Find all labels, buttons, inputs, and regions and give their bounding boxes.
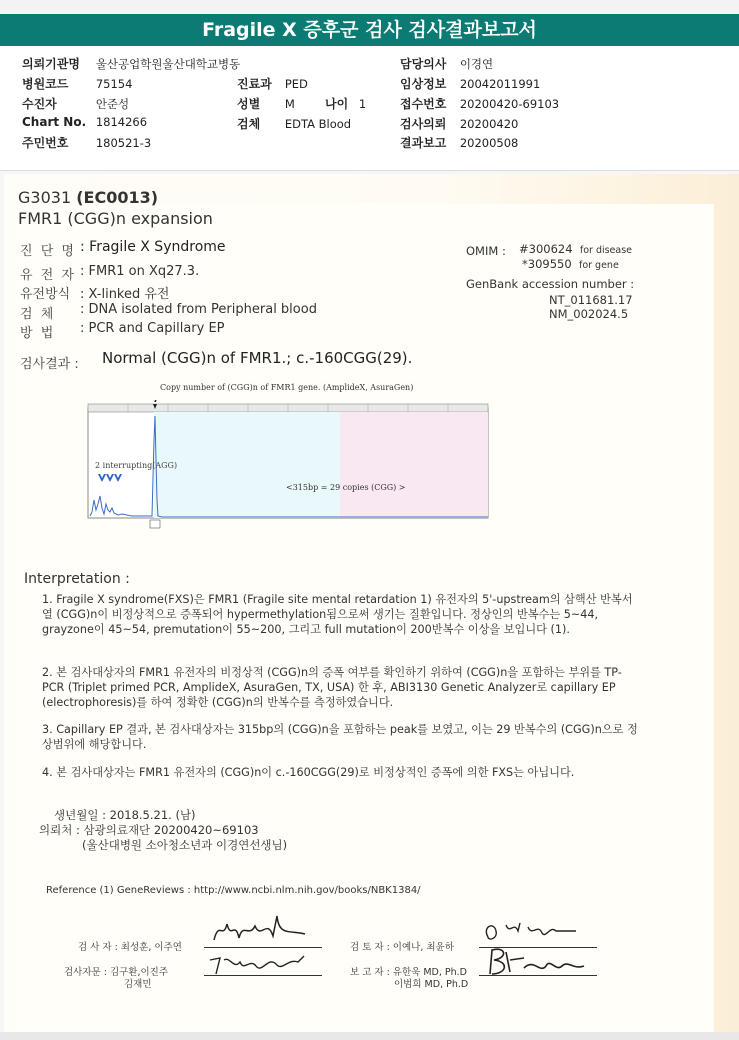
field-value-inheritance: : X-linked 유전 xyxy=(80,287,170,302)
inheritance-value: X-linked 유전 xyxy=(88,287,170,302)
header-value: 1814266 xyxy=(95,115,148,129)
header-label: 담당의사 xyxy=(400,57,447,71)
chart-center-label: <315bp = 29 copies (CGG) > xyxy=(286,483,406,492)
diagnosis-value: Fragile X Syndrome xyxy=(89,239,226,255)
interpretation-3: 3. Capillary EP 결과, 본 검사대상자는 315bp의 (CGG)n을 포함하는 peak를 보였고, 이는 29 반복수의 (CGG)n으로 정상범위에 해당합니다. xyxy=(42,723,638,751)
peak-label-box xyxy=(150,520,160,528)
header-value: 20200420-69103 xyxy=(459,97,560,111)
header-label: 주민번호 xyxy=(22,136,69,150)
header-label: 결과보고 xyxy=(400,136,447,150)
header-row-patient xyxy=(22,95,129,112)
reviewer-signature xyxy=(480,915,590,947)
reviewer: 검 토 자 : 이예나, 최윤하 xyxy=(350,942,454,953)
tester-signature xyxy=(209,912,319,948)
omim-disease xyxy=(519,242,632,256)
scanned-report xyxy=(4,174,739,1032)
header-row-requester xyxy=(22,55,240,72)
result-value: Normal (CGG)n of FMR1.; c.-160CGG(29). xyxy=(102,349,413,367)
omim-gene-for: for gene xyxy=(578,260,619,271)
header-label: 검체 xyxy=(237,117,261,131)
header-label: 진료과 xyxy=(237,77,272,91)
genbank-label: GenBank accession number : xyxy=(466,277,635,291)
header-value: 1 xyxy=(358,97,367,111)
header-value: 20200508 xyxy=(459,136,519,150)
plot-cyan-zone xyxy=(154,412,340,518)
header-row-age xyxy=(325,95,366,112)
chart-caption: Copy number of (CGG)n of FMR1 gene. (AmplideX, AsuraGen) xyxy=(160,383,414,392)
header-value: 울산공업학원울산대학교병동 xyxy=(95,57,241,71)
test-name: FMR1 (CGG)n expansion xyxy=(18,209,213,228)
peak-arrow xyxy=(155,400,159,402)
header-value: EDTA Blood xyxy=(284,117,352,131)
header-value: 이경연 xyxy=(459,57,494,71)
header-row-sex xyxy=(237,95,295,112)
genbank-acc-1: NT_011681.17 xyxy=(549,293,633,307)
header-label: 접수번호 xyxy=(400,97,447,111)
omim-disease-id: #300624 xyxy=(519,242,573,256)
field-label: 방 법 xyxy=(20,326,56,341)
header-row-id-number xyxy=(22,134,151,151)
chart-left-label: 2 interrupting(AGG) xyxy=(95,461,178,470)
field-value-gene: : FMR1 on Xq27.3. xyxy=(80,264,200,279)
header-row-specimen xyxy=(237,115,351,132)
reporter-2: 이범희 MD, Ph.D xyxy=(394,979,469,990)
interpretation-title: Interpretation : xyxy=(24,571,130,587)
field-label: 검 체 xyxy=(20,307,56,322)
plot-pink-zone xyxy=(340,412,488,518)
requester: 의뢰처 : 삼광의료재단 20200420~69103 xyxy=(39,823,259,837)
header-label: 성별 xyxy=(237,97,261,111)
header-value: 20200420 xyxy=(459,117,519,131)
field-value-specimen: : DNA isolated from Peripheral blood xyxy=(80,302,317,317)
report-banner-title: Fragile X 증후군 검사 검사결과보고서 xyxy=(0,14,739,46)
field-label: 유 전 자 xyxy=(20,268,76,283)
electropherogram xyxy=(62,400,492,530)
header-value: 75154 xyxy=(95,77,133,91)
header-label: Chart No. xyxy=(22,115,87,129)
omim-gene xyxy=(522,257,619,271)
header-value: 180521-3 xyxy=(95,136,152,150)
header-value: 안준성 xyxy=(95,97,130,111)
interpretation-4: 4. 본 검사대상자는 FMR1 유전자의 (CGG)n이 c.-160CGG(29)로 비정상적인 증폭에 의한 FXS는 아닙니다. xyxy=(42,766,575,779)
patient-info-header xyxy=(0,46,739,171)
header-row-receipt-no xyxy=(400,95,559,112)
reporter-signature xyxy=(480,944,590,980)
field-label: 진 단 명 xyxy=(20,244,76,259)
header-value: PED xyxy=(284,77,308,91)
specimen-value: DNA isolated from Peripheral blood xyxy=(88,302,317,317)
header-label: 임상정보 xyxy=(400,77,447,91)
field-value-diagnosis: : Fragile X Syndrome xyxy=(80,239,226,255)
advisor-signature xyxy=(204,950,324,980)
test-code-paren: (EC0013) xyxy=(76,188,159,207)
result-label: 검사결과 : xyxy=(20,357,79,372)
header-label: 검사의뢰 xyxy=(400,117,447,131)
field-value-method: : PCR and Capillary EP xyxy=(80,321,225,336)
header-label: 의뢰기관명 xyxy=(22,57,80,71)
header-row-department xyxy=(237,75,308,92)
header-label: 나이 xyxy=(325,97,349,111)
omim-disease-for: for disease xyxy=(579,245,633,256)
header-value: M xyxy=(284,97,295,111)
requester-doctor: (울산대병원 소아청소년과 이경연선생님) xyxy=(82,838,288,852)
advisor: 검사자문 : 김구환,이진주 xyxy=(64,967,169,978)
test-code-value: G3031 xyxy=(18,188,72,207)
header-row-chart-no xyxy=(22,115,147,129)
interpretation-1: 1. Fragile X syndrome(FXS)은 FMR1 (Fragile site mental retardation 1) 유전자의 5'-upstream의 삼핵산 반복서열 (CGG)n이 비정상적으로 증폭되어 hypermethylation됨으로써 생기는 질환입니다. 정상인의 반복수는 5~44, grayzone이 45~54, premutation이 55~200, 그리고 full mutation이 200반복수 이상을 보입니다 (1). xyxy=(42,593,633,636)
top-strip xyxy=(0,0,739,14)
bottom-strip xyxy=(0,1032,739,1040)
header-row-report-date xyxy=(400,134,518,151)
reporter: 보 고 자 : 유한욱 MD, Ph.D xyxy=(350,967,467,978)
reference: Reference (1) GeneReviews : http://www.ncbi.nlm.nih.gov/books/NBK1384/ xyxy=(46,885,421,896)
omim-gene-id: *309550 xyxy=(522,257,572,271)
test-code xyxy=(18,188,158,207)
header-row-hospital-code xyxy=(22,75,132,92)
header-row-request-date xyxy=(400,115,518,132)
header-row-doctor xyxy=(400,55,493,72)
tester: 검 사 자 : 최성훈, 이주연 xyxy=(78,942,182,953)
birth-date: 생년월일 : 2018.5.21. (남) xyxy=(54,808,196,822)
method-value: PCR and Capillary EP xyxy=(88,321,225,336)
header-row-clinical-info xyxy=(400,75,540,92)
genbank-acc-2: NM_002024.5 xyxy=(549,307,629,321)
header-value: 20042011991 xyxy=(459,77,541,91)
gene-value: FMR1 on Xq27.3. xyxy=(88,264,200,279)
header-label: 병원코드 xyxy=(22,77,69,91)
header-label: 수진자 xyxy=(22,97,57,111)
advisor-2: 김재민 xyxy=(124,979,152,990)
field-label: 유전방식 xyxy=(20,287,71,302)
omim-label: OMIM : xyxy=(466,244,506,258)
interpretation-2: 2. 본 검사대상자의 FMR1 유전자의 비정상적 (CGG)n의 증폭 여부를 확인하기 위하여 (CGG)n을 포함하는 부위를 TP-PCR (Triplet primed PCR, AmplideX, AsuraGen, TX, USA) 한 후, ABI3130 Genetic Analyzer로 capillary EP (electrophoresis)를 하여 정확한 (CGG)n의 반복수를 측정하였습니다. xyxy=(42,666,622,709)
